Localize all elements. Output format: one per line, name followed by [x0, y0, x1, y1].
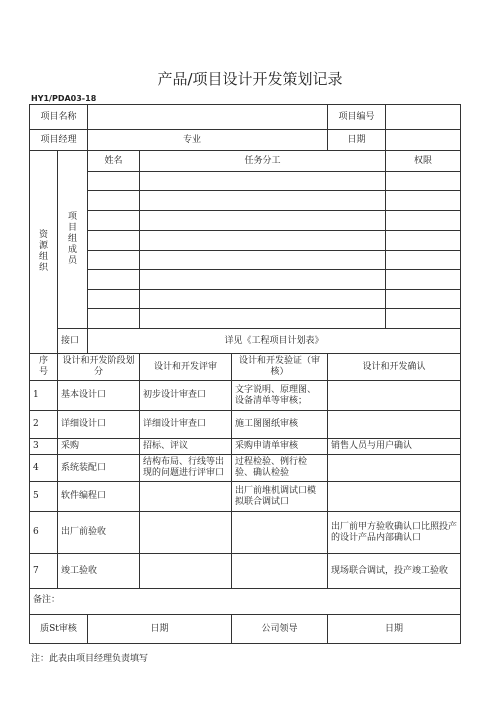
stage-verify [232, 554, 328, 589]
stage-review [140, 482, 232, 512]
stage-verify [232, 512, 328, 554]
member-name-cell[interactable] [88, 270, 140, 290]
member-authority-cell[interactable] [386, 172, 461, 191]
stage-no: 3 [30, 439, 58, 455]
member-name-cell[interactable] [88, 251, 140, 270]
remarks-cell[interactable] [30, 589, 461, 615]
member-name-cell[interactable] [88, 309, 140, 329]
member-authority-cell[interactable] [386, 290, 461, 309]
project-no-value[interactable] [386, 105, 461, 130]
member-name-cell[interactable] [88, 211, 140, 231]
stage-verify: 采购申请单审核 [232, 439, 328, 455]
stage-confirm: 出厂前甲方验收确认口比照投产的设计产品内部确认口 [328, 512, 461, 554]
seq-header: 序 号 [30, 354, 58, 381]
stage-name: 基本设计口 [58, 381, 140, 411]
member-task-cell[interactable] [140, 251, 386, 270]
stage-verify: 文字说明、原理图、设备清单等审核； [232, 381, 328, 411]
date-value[interactable] [386, 130, 461, 151]
resources-label: 资 源 组 织 [30, 151, 58, 354]
page-title: 产品/项目设计开发策划记录 [157, 70, 343, 88]
stage-name: 采购 [58, 439, 140, 455]
stage-verify: 施工图图纸审核 [232, 411, 328, 439]
stage-review: 招标、评议 [140, 439, 232, 455]
members-label: 项 目 组 成 员 [58, 151, 88, 329]
verify-header: 设计和开发验证（审核） [232, 354, 328, 381]
stage-no: 4 [30, 455, 58, 482]
stage-no: 6 [30, 512, 58, 554]
stage-name: 竣工验收 [58, 554, 140, 589]
member-name-cell[interactable] [88, 172, 140, 191]
stage-confirm [328, 381, 461, 411]
member-authority-cell[interactable] [386, 191, 461, 211]
stage-confirm [328, 482, 461, 512]
stage-review: 详细设计审查口 [140, 411, 232, 439]
stage-header: 设计和开发阶段划分 [58, 354, 140, 381]
document-code: HY1/PDA03-18 [31, 94, 97, 103]
stage-review [140, 554, 232, 589]
review-header: 设计和开发评审 [140, 354, 232, 381]
project-no-label: 项目编号 [328, 105, 386, 130]
stage-verify: 过程检验、例行检验、确认检验 [232, 455, 328, 482]
interface-value: 详见《工程项目计划表》 [88, 329, 461, 354]
member-task-cell[interactable] [140, 290, 386, 309]
member-name-cell[interactable] [88, 191, 140, 211]
stage-name: 软件编程口 [58, 482, 140, 512]
date-label: 日期 [328, 130, 386, 151]
qc-date-label: 日期 [88, 615, 232, 644]
company-leader-label: 公司领导 [232, 615, 328, 644]
stage-confirm [328, 455, 461, 482]
project-name-value[interactable] [88, 105, 328, 130]
stage-no: 1 [30, 381, 58, 411]
col-task-header: 任务分工 [140, 151, 386, 172]
member-task-cell[interactable] [140, 172, 386, 191]
member-name-cell[interactable] [88, 231, 140, 251]
remarks-label: 备注： [33, 595, 61, 605]
stage-review: 结构布局、行线等出现的问题进行评审口 [140, 455, 232, 482]
project-manager-label: 项目经理 [30, 130, 88, 151]
stage-no: 5 [30, 482, 58, 512]
stage-name: 出厂前验收 [58, 512, 140, 554]
leader-date-label: 日期 [328, 615, 461, 644]
confirm-header: 设计和开发确认 [328, 354, 461, 381]
member-task-cell[interactable] [140, 211, 386, 231]
stage-verify: 出厂前堆机调试口模拟联合调试口 [232, 482, 328, 512]
stage-no: 2 [30, 411, 58, 439]
interface-label: 接口 [58, 329, 88, 354]
member-task-cell[interactable] [140, 270, 386, 290]
member-task-cell[interactable] [140, 309, 386, 329]
member-authority-cell[interactable] [386, 251, 461, 270]
specialty-cell [88, 130, 328, 151]
stage-review [140, 512, 232, 554]
member-task-cell[interactable] [140, 191, 386, 211]
member-authority-cell[interactable] [386, 231, 461, 251]
member-name-cell[interactable] [88, 290, 140, 309]
stage-no: 7 [30, 554, 58, 589]
project-name-label: 项目名称 [30, 105, 88, 130]
member-authority-cell[interactable] [386, 309, 461, 329]
footnote: 注：此表由项目经理负责填写 [31, 654, 149, 664]
planning-record-form [29, 104, 461, 644]
stage-name: 详细设计口 [58, 411, 140, 439]
stage-confirm [328, 411, 461, 439]
specialty-label: 专业 [183, 134, 202, 145]
col-authority-header: 权限 [386, 151, 461, 172]
qc-review-label: 质St审核 [30, 615, 88, 644]
stage-review: 初步设计审查口 [140, 381, 232, 411]
member-task-cell[interactable] [140, 231, 386, 251]
member-authority-cell[interactable] [386, 270, 461, 290]
member-authority-cell[interactable] [386, 211, 461, 231]
stage-confirm: 销售人员与用户确认 [328, 439, 461, 455]
stage-confirm: 现场联合调试，投产竣工验收 [328, 554, 461, 589]
col-name-header: 姓名 [88, 151, 140, 172]
stage-name: 系统装配口 [58, 455, 140, 482]
